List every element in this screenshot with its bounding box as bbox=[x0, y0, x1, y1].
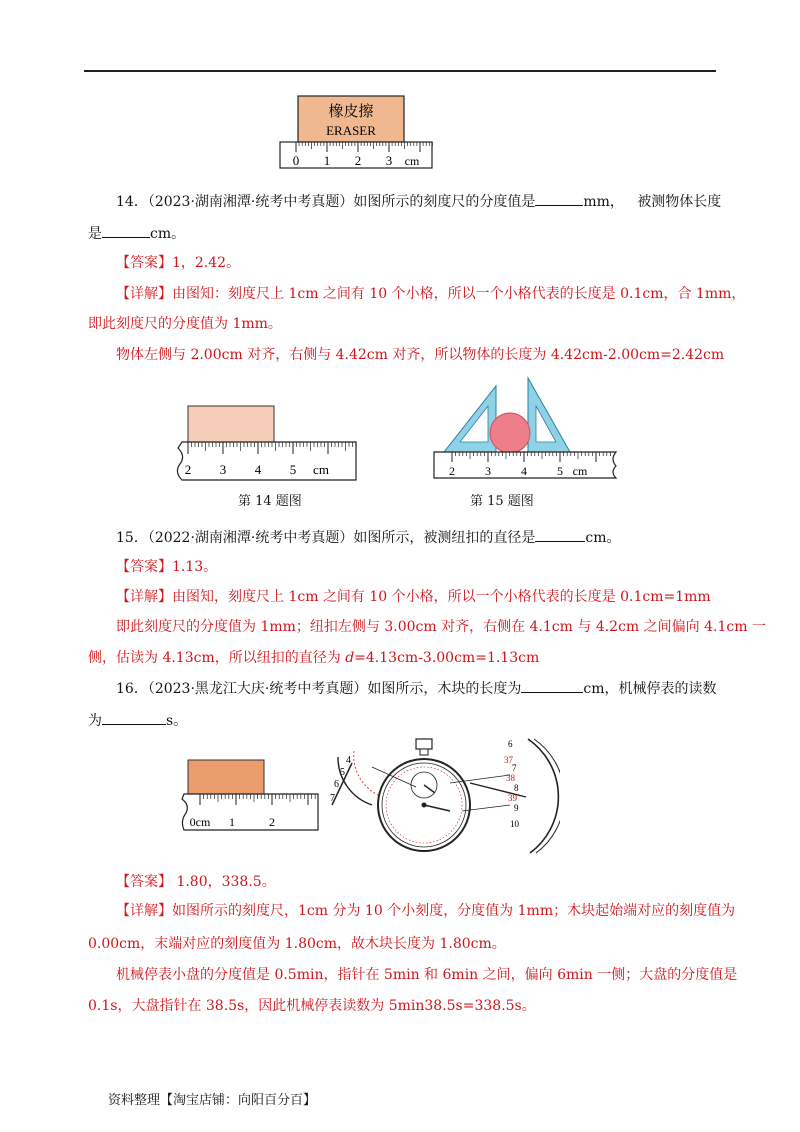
q14-detail-3: 物体左侧与 2.00cm 对齐，右侧与 4.42cm 对齐，所以物体的长度为 4.42cm-2.00cm=2.42cm bbox=[116, 347, 725, 363]
q15-detail-1: 【详解】由图知，刻度尺上 1cm 之间有 10 个小格，所以一个小格代表的长度是 0.1cm=1mm bbox=[116, 589, 711, 605]
q16-text-b: 为 bbox=[88, 713, 102, 729]
q14-line2 bbox=[88, 223, 185, 244]
fig15-caption: 第 15 题图 bbox=[470, 494, 534, 509]
small-dial-magnified bbox=[330, 751, 378, 805]
ruler-tick-label: 2 bbox=[269, 815, 275, 829]
ruler-tick-label: 5 bbox=[557, 464, 563, 478]
q14-unit-a: mm， bbox=[583, 194, 624, 210]
q14-unit-b: cm。 bbox=[150, 226, 186, 242]
detail-tag: 【详解】 bbox=[116, 903, 172, 919]
q14-detail-1: 【详解】由图知：刻度尺上 1cm 之间有 10 个小格，所以一个小格代表的长度是 0.1cm，合 1mm， bbox=[116, 286, 746, 302]
q15-unit-a: cm。 bbox=[585, 530, 621, 546]
eraser-label-en: ERASER bbox=[326, 123, 376, 138]
ruler-tick-label: 0 bbox=[292, 153, 300, 168]
figure-14 bbox=[168, 400, 368, 484]
detail-tag: 【详解】 bbox=[116, 589, 172, 605]
svg-text:10: 10 bbox=[510, 819, 519, 829]
top-rule bbox=[84, 70, 716, 72]
ruler-tick-label: 5 bbox=[289, 462, 297, 477]
ruler-unit: cm bbox=[313, 462, 329, 477]
svg-text:38: 38 bbox=[506, 773, 515, 783]
figure-15 bbox=[430, 376, 630, 486]
ruler-tick-label: 3 bbox=[485, 464, 491, 478]
footer-text: 资料整理【淘宝店铺：向阳百分百】 bbox=[108, 1093, 317, 1108]
q16-answer: 【答案】 1.80，338.5。 bbox=[116, 874, 276, 890]
measured-block bbox=[188, 406, 274, 442]
big-dial-magnified bbox=[470, 739, 560, 853]
svg-text:8: 8 bbox=[514, 783, 519, 793]
ruler-tick-label: 0cm bbox=[189, 815, 211, 829]
q16-detail-3: 机械停表小盘的分度值是 0.5min，指针在 5min 和 6min 之间，偏向 6min 一侧；大盘的分度值是 bbox=[116, 967, 738, 983]
stopwatch bbox=[378, 739, 470, 851]
ruler-tick-label: 2 bbox=[354, 153, 362, 168]
q15-detail-3: 侧，估读为 4.13cm，所以纽扣的直径为 d=4.13cm-3.00cm=1.13cm bbox=[88, 650, 540, 666]
q15-number: 15． bbox=[116, 530, 148, 546]
answer-tag: 【答案】 bbox=[116, 255, 172, 271]
eraser-label-cn: 橡皮擦 bbox=[328, 104, 374, 120]
ruler-tick-label: 3 bbox=[385, 153, 393, 168]
q15-detail-2: 即此刻度尺的分度值为 1mm；纽扣左侧与 3.00cm 对齐，右侧在 4.1cm 与 4.2cm 之间偏向 4.1cm 一 bbox=[116, 619, 766, 635]
ruler-tick-label: 2 bbox=[184, 462, 192, 477]
q14-source: （2023·湖南湘潭·统考中考真题） bbox=[147, 194, 354, 210]
q14-line1 bbox=[116, 191, 721, 212]
ruler-tick-label: 1 bbox=[323, 153, 331, 168]
q15-blank-1[interactable] bbox=[535, 527, 585, 542]
svg-text:7: 7 bbox=[330, 793, 335, 804]
q16-line2 bbox=[88, 710, 187, 731]
q16-detail-1: 【详解】如图所示的刻度尺，1cm 分为 10 个小刻度，分度值为 1mm；木块起始端对应的刻度值为 bbox=[116, 903, 736, 919]
q15-text-a: 如图所示，被测纽扣的直径是 bbox=[353, 530, 536, 546]
svg-text:9: 9 bbox=[514, 803, 519, 813]
button bbox=[490, 413, 530, 453]
svg-text:6: 6 bbox=[508, 739, 513, 749]
q15-answer: 【答案】1.13。 bbox=[116, 559, 218, 575]
fig14-caption: 第 14 题图 bbox=[238, 494, 302, 509]
q14-blank-1[interactable] bbox=[535, 191, 583, 206]
ruler-unit: cm bbox=[572, 464, 588, 478]
ruler-tick-label: 4 bbox=[521, 464, 527, 478]
ruler-unit: cm bbox=[404, 154, 420, 168]
q15-source: （2022·湖南湘潭·统考中考真题） bbox=[147, 530, 354, 546]
answer-tag: 【答案】 bbox=[116, 874, 172, 890]
q16-number: 16． bbox=[116, 681, 148, 697]
q16-blank-1[interactable] bbox=[521, 678, 583, 693]
q14-text-a: 如图所示的刻度尺的分度值是 bbox=[353, 194, 536, 210]
q14-blank-2[interactable] bbox=[102, 223, 150, 238]
ruler-tick-label: 2 bbox=[449, 464, 455, 478]
ruler-body bbox=[177, 442, 356, 480]
q16-detail-4: 0.1s，大盘指针在 38.5s，因此机械停表读数为 5min38.5s=338.5s。 bbox=[88, 998, 536, 1014]
q14-detail-2: 即此刻度尺的分度值为 1mm。 bbox=[88, 316, 282, 332]
figure-16 bbox=[180, 735, 560, 857]
eraser-ruler-figure bbox=[270, 90, 440, 172]
q16-blank-2[interactable] bbox=[102, 710, 166, 725]
q16-detail-2: 0.00cm，末端对应的刻度值为 1.80cm，故木块长度为 1.80cm。 bbox=[88, 936, 506, 952]
q14-text-c: 是 bbox=[88, 226, 102, 242]
svg-text:6: 6 bbox=[334, 779, 339, 790]
q16-text-a: 如图所示，木块的长度为 bbox=[367, 681, 522, 697]
q16-line1 bbox=[116, 678, 716, 699]
answer-tag: 【答案】 bbox=[116, 559, 172, 575]
svg-text:37: 37 bbox=[504, 755, 513, 765]
ruler-tick-label: 1 bbox=[229, 815, 235, 829]
detail-tag: 【详解】 bbox=[116, 286, 172, 302]
wood-block bbox=[188, 760, 264, 794]
q16-source: （2023·黑龙江大庆·统考中考真题） bbox=[147, 681, 368, 697]
svg-text:7: 7 bbox=[512, 763, 517, 773]
q16-unit-b: s。 bbox=[166, 713, 188, 729]
q14-answer: 【答案】1，2.42。 bbox=[116, 255, 241, 271]
svg-text:5: 5 bbox=[340, 767, 345, 778]
ruler-tick-label: 3 bbox=[219, 462, 227, 477]
q14-text-b: 被测物体长度 bbox=[637, 194, 722, 210]
ruler-tick-label: 4 bbox=[254, 462, 262, 477]
svg-text:39: 39 bbox=[508, 793, 517, 803]
q14-number: 14． bbox=[116, 194, 148, 210]
svg-text:4: 4 bbox=[346, 755, 351, 766]
q16-unit-a: cm，机械停表的读数 bbox=[583, 681, 717, 697]
q15-line1 bbox=[116, 527, 620, 548]
